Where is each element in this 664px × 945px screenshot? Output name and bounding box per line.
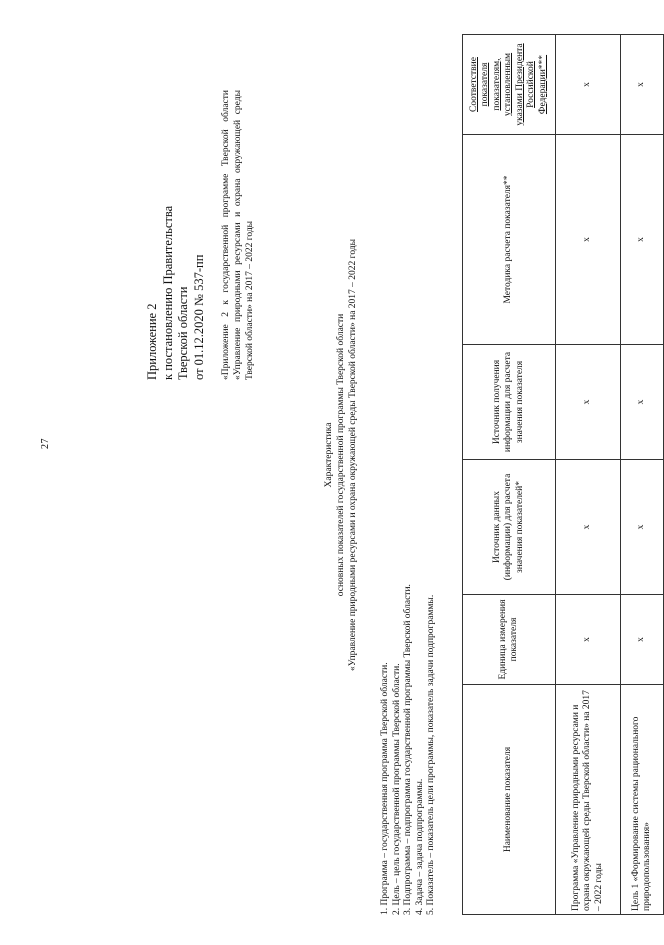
table-row [556,35,621,915]
header-correspondence [463,35,556,135]
title-line: Характеристика [324,422,334,488]
cell-correspondence: х [621,35,664,135]
legend-item: 3. Подпрограмма – подпрограмма государственной программы Тверской области. [403,584,413,915]
page-number: 27 [40,438,51,449]
title-line: основных показателей государственной программы Тверской области [336,313,346,597]
legend-item: 5. Показатель – показатель цели программы, показатель задачи подпрограммы. [426,594,436,915]
header-correspondence-text: Соответствие показателя показателям, установленным указами Президента Российской Федерации*** [468,43,548,126]
cell-data-source: х [556,460,621,595]
cell-method: х [556,135,621,345]
appendix-program-reference: «Приложение 2 к государственной программе Тверской области «Управление природными ресурсами и охрана окружающей среды Тверской области» на 2017 – 2022 годы [221,90,255,380]
title-line: «Управление природными ресурсами и охрана окружающей среды Тверской области» на 2017 – 2022 годы [348,238,358,672]
landscape-content [50,0,652,945]
header-method: Методика расчета показателя** [463,135,556,345]
cell-unit: х [556,595,621,685]
document-title [323,85,359,825]
appendix-header-line: от 01.12.2020 № 537-пп [191,254,206,380]
indicators-table [462,34,664,915]
header-data-source: Источник данных (информации) для расчета значения показателей* [463,460,556,595]
appendix-header-line: к постановлению Правительства [160,205,175,380]
cell-name: Программа «Управление природными ресурсами и охрана окружающей среды Тверской области» на 2017 – 2022 годы [556,685,621,915]
cell-method: х [621,135,664,345]
legend-item: 1. Программа – государственная программа Тверской области. [380,662,390,915]
cell-info-source: х [621,345,664,460]
appendix-header-line: Приложение 2 [145,303,159,380]
cell-info-source: х [556,345,621,460]
cell-correspondence: х [556,35,621,135]
legend-item: 2. Цель – цель государственной программы Тверской области. [391,663,402,915]
legend-item: 4. Задача – задача подпрограммы. [414,778,425,915]
cell-name: Цель 1 «Формирование системы рационального природопользования» [621,685,664,915]
table-header-row [463,35,556,915]
table-row [621,35,664,915]
header-unit: Единица измерения показателя [463,595,556,685]
cell-unit: х [621,595,664,685]
header-indicator-name: Наименование показателя [463,685,556,915]
cell-data-source: х [621,460,664,595]
appendix-header-line: Тверской области [176,286,190,380]
header-info-source: Источник получения информации для расчета значения показателя [463,345,556,460]
appendix-header [145,0,207,380]
legend-list [380,215,438,915]
